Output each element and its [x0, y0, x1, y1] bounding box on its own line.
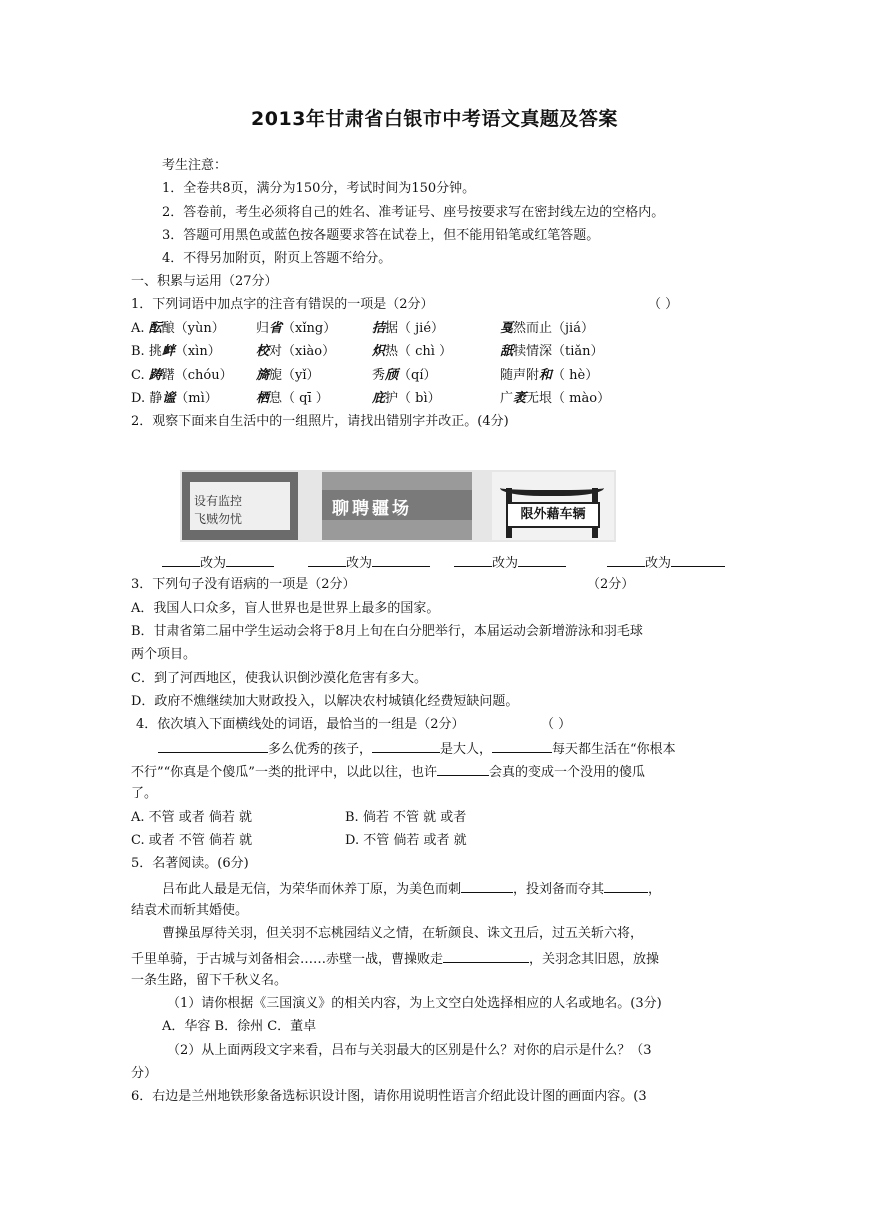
sub-question-options: A．华容 B．徐州 C．董卓	[162, 1019, 317, 1034]
pinyin-option: 舐犊情深（tiǎn）	[500, 344, 604, 359]
photo-text: 飞贼勿忧	[194, 512, 243, 526]
correction-blank: 改为	[162, 553, 274, 573]
pinyin-option: 秀颀（qí）	[372, 368, 437, 383]
reading-line: 曹操虽厚待关羽，但关羽不忘桃园结义之情，在斩颜良、诛文丑后，过五关斩六将，	[162, 926, 644, 941]
correction-blank: 改为	[308, 553, 430, 573]
reading-line: 千里单骑，于古城与刘备相会……赤壁一战，曹操败走 ，关羽念其旧恩，放操	[131, 949, 659, 969]
sub-question: （1）请你根据《三国演义》的相关内容，为上文空白处选择相应的人名或地名。(3分)	[167, 996, 662, 1011]
pinyin-option: 归省（xǐng）	[256, 321, 337, 336]
notice-item: 1．全卷共8页，满分为150分，考试时间为150分钟。	[162, 181, 476, 196]
sub-question: 分）	[131, 1066, 158, 1081]
pinyin-option: C. 踌躇（chóu）	[131, 368, 233, 383]
pinyin-option: 炽热（ chì ）	[372, 344, 453, 359]
question-3-stem: 3．下列句子没有语病的一项是（2分）	[131, 577, 356, 592]
pinyin-option: 戛然而止（jiá）	[500, 321, 594, 336]
correction-blank: 改为	[454, 553, 566, 573]
notice-item: 2．答卷前，考生必须将自己的姓名、准考证号、座号按要求写在密封线左边的空格内。	[162, 205, 665, 220]
page-title: 2013年甘肃省白银市中考语文真题及答案	[251, 108, 618, 130]
dotted-char: 和	[539, 368, 553, 383]
dotted-char: 庇	[372, 391, 386, 406]
dotted-char: 颀	[385, 368, 399, 383]
dotted-char: 酝	[148, 321, 162, 336]
notice-item: 3．答题可用黑色或蓝色按各题要求答在试卷上，但不能用铅笔或红笔答题。	[162, 228, 600, 243]
correction-blank: 改为	[607, 553, 725, 573]
pinyin-option: 校对（xiào）	[256, 344, 336, 359]
dotted-char: 戛	[500, 321, 514, 336]
pinyin-option: 旖旎（yǐ）	[256, 368, 320, 383]
reading-line: 结袁术而斩其婚使。	[131, 903, 249, 918]
photo-strip	[180, 470, 616, 542]
dotted-char: 省	[269, 321, 283, 336]
sub-question: （2）从上面两段文字来看，吕布与关羽最大的区别是什么？对你的启示是什么？（3	[167, 1043, 652, 1058]
dotted-char: 衅	[161, 344, 175, 359]
dotted-char: 谧	[162, 391, 176, 406]
dotted-char: 袤	[513, 391, 527, 406]
pinyin-option: 拮据（ jié）	[372, 321, 445, 336]
photo-banner	[322, 472, 472, 540]
notice-heading: 考生注意：	[162, 158, 228, 173]
notice-item: 4．不得另加附页，附页上答题不给分。	[162, 251, 392, 266]
dotted-char: 旖	[256, 368, 270, 383]
dotted-char: 踌	[148, 368, 162, 383]
section-heading: 一、积累与运用（27分）	[131, 274, 278, 289]
pinyin-option: 随声附和（ hè）	[500, 368, 599, 383]
dotted-char: 拮	[372, 321, 386, 336]
fill-in-line: 不行”“你真是个傻瓜”一类的批评中，以此以往，也许 会真的变成一个没用的傻瓜	[131, 762, 645, 782]
option: 两个项目。	[131, 647, 197, 662]
question-5-stem: 5．名著阅读。(6分)	[131, 856, 249, 871]
option: C. 或者 不管 倘若 就	[131, 833, 253, 848]
photo-gate-sign	[492, 472, 614, 540]
question-2-stem: 2．观察下面来自生活中的一组照片，请找出错别字并改正。(4分)	[131, 414, 509, 429]
option: D．政府不燋继续加大财政投入，以解决农村城镇化经费短缺问题。	[131, 694, 519, 709]
reading-line: 吕布此人最是无信，为荣华而休养丁原，为美色而刺 ，投刘备而夺其 ，	[162, 879, 661, 899]
option: D. 不管 倘若 或者 就	[345, 833, 467, 848]
pinyin-option: 栖息（ qī ）	[256, 391, 329, 406]
question-1-stem: 1．下列词语中加点字的注音有错误的一项是（2分）	[131, 297, 434, 312]
answer-paren: （ ）	[648, 297, 679, 312]
option: C．到了河西地区，使我认识倒沙漠化危害有多大。	[131, 671, 427, 686]
fill-in-line: 多么优秀的孩子， 是大人， 每天都生活在“你根本	[158, 739, 676, 759]
fill-in-line: 了。	[131, 786, 158, 801]
photo-text: 限外藉车辆	[506, 502, 600, 528]
dotted-char: 舐	[500, 344, 514, 359]
pinyin-option: A. 酝酿（yùn）	[131, 321, 225, 336]
option: A. 不管 或者 倘若 就	[131, 810, 253, 825]
answer-paren: （ ）	[541, 717, 572, 732]
pinyin-option: D. 静谧（mì）	[131, 391, 218, 406]
reading-line: 一条生路，留下千秋义名。	[131, 973, 288, 988]
pinyin-option: 广袤无垠（ mào）	[500, 391, 611, 406]
pinyin-option: 庇护（ bì）	[372, 391, 441, 406]
pinyin-option: B. 挑衅（xìn）	[131, 344, 221, 359]
option: B. 倘若 不管 就 或者	[345, 810, 467, 825]
photo-sign-monitoring	[182, 472, 298, 540]
dotted-char: 校	[256, 344, 270, 359]
option: A．我国人口众多，盲人世界也是世界上最多的国家。	[131, 601, 440, 616]
dotted-char: 炽	[372, 344, 386, 359]
option: B．甘肃省第二届中学生运动会将于8月上旬在白分肥举行，本届运动会新增游泳和羽毛球	[131, 624, 643, 639]
photo-text: 聊聘疆场	[332, 499, 412, 519]
dotted-char: 栖	[256, 391, 270, 406]
score-label: （2分）	[587, 577, 635, 592]
photo-text: 设有监控	[194, 494, 243, 508]
question-6-stem: 6．右边是兰州地铁形象备选标识设计图，请你用说明性语言介绍此设计图的画面内容。(3	[131, 1089, 647, 1104]
question-4-stem: 4．依次填入下面横线处的词语，最恰当的一组是（2分）	[136, 717, 465, 732]
